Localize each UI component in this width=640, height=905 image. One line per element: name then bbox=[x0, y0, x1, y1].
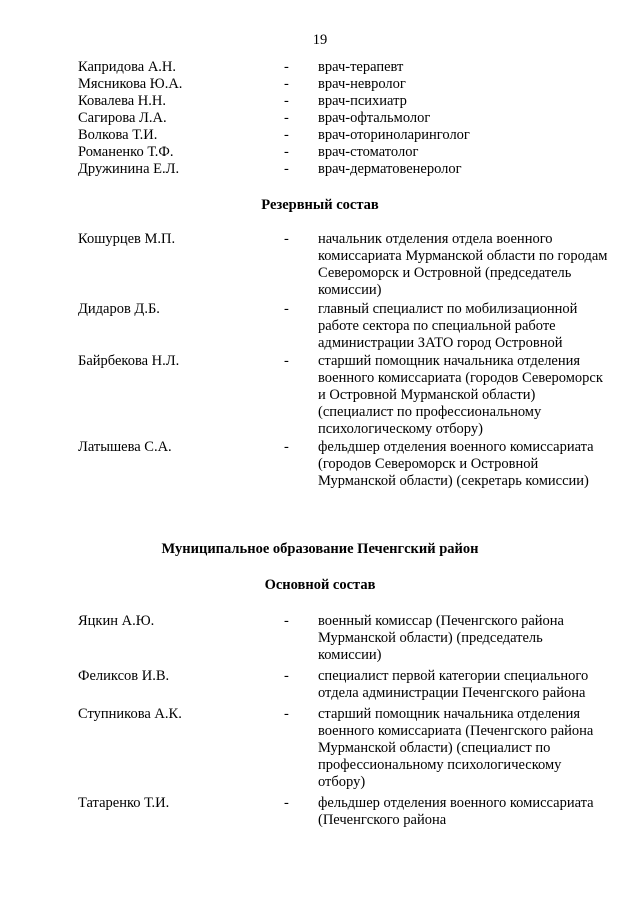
person-role: старший помощник начальника отделения военного комиссариата (Печенгского района Мурманской области) (специалист по профессиональному психологическому отбору) bbox=[318, 706, 594, 790]
person-role: врач-невролог bbox=[318, 76, 406, 92]
person-name: Татаренко Т.И. bbox=[78, 795, 170, 811]
dash-separator: - bbox=[284, 231, 289, 247]
person-name: Латышева С.А. bbox=[78, 439, 172, 455]
main-heading: Основной состав bbox=[264, 577, 376, 593]
dash-separator: - bbox=[284, 76, 289, 92]
person-name: Волкова Т.И. bbox=[78, 127, 158, 143]
person-name: Ступникова А.К. bbox=[78, 706, 182, 722]
person-role: врач-оториноларинголог bbox=[318, 127, 470, 143]
person-name: Дидаров Д.Б. bbox=[78, 301, 160, 317]
list-item bbox=[0, 161, 640, 178]
person-role: врач-офтальмолог bbox=[318, 110, 431, 126]
list-item bbox=[0, 668, 640, 702]
person-name: Ковалева Н.Н. bbox=[78, 93, 166, 109]
list-item bbox=[0, 795, 640, 829]
person-name: Сагирова Л.А. bbox=[78, 110, 167, 126]
dash-separator: - bbox=[284, 353, 289, 369]
person-name: Романенко Т.Ф. bbox=[78, 144, 174, 160]
list-item bbox=[0, 127, 640, 144]
person-role: начальник отделения отдела военного комиссариата Мурманской области по городам Североморск и Островной (председатель комиссии) bbox=[318, 231, 608, 298]
person-role: главный специалист по мобилизационной работе сектора по специальной работе администрации ЗАТО город Островной bbox=[318, 301, 578, 351]
main-list bbox=[0, 613, 640, 829]
doctors-list bbox=[0, 59, 640, 178]
person-name: Кошурцев М.П. bbox=[78, 231, 176, 247]
dash-separator: - bbox=[284, 706, 289, 722]
dash-separator: - bbox=[284, 93, 289, 109]
list-item bbox=[0, 144, 640, 161]
list-item bbox=[0, 301, 640, 352]
person-name: Байрбекова Н.Л. bbox=[78, 353, 180, 369]
list-item bbox=[0, 231, 640, 299]
list-item bbox=[0, 613, 640, 664]
dash-separator: - bbox=[284, 161, 289, 177]
person-role: фельдшер отделения военного комиссариата (городов Североморск и Островной Мурманской области) (секретарь комиссии) bbox=[318, 439, 594, 489]
list-item bbox=[0, 59, 640, 76]
dash-separator: - bbox=[284, 127, 289, 143]
person-role: врач-психиатр bbox=[318, 93, 407, 109]
municipality-heading: Муниципальное образование Печенгский район bbox=[161, 541, 479, 557]
dash-separator: - bbox=[284, 301, 289, 317]
person-name: Дружинина Е.Л. bbox=[78, 161, 180, 177]
list-item bbox=[0, 706, 640, 791]
dash-separator: - bbox=[284, 668, 289, 684]
reserve-list bbox=[0, 231, 640, 490]
dash-separator: - bbox=[284, 59, 289, 75]
person-role: врач-стоматолог bbox=[318, 144, 419, 160]
list-item bbox=[0, 439, 640, 490]
list-item bbox=[0, 353, 640, 438]
dash-separator: - bbox=[284, 439, 289, 455]
person-name: Феликсов И.В. bbox=[78, 668, 170, 684]
person-role: врач-терапевт bbox=[318, 59, 404, 75]
list-item bbox=[0, 93, 640, 110]
list-item bbox=[0, 110, 640, 127]
dash-separator: - bbox=[284, 144, 289, 160]
person-role: фельдшер отделения военного комиссариата (Печенгского района bbox=[318, 795, 594, 828]
person-name: Яцкин А.Ю. bbox=[78, 613, 155, 629]
dash-separator: - bbox=[284, 110, 289, 126]
reserve-heading: Резервный состав bbox=[261, 197, 379, 213]
dash-separator: - bbox=[284, 795, 289, 811]
list-item bbox=[0, 76, 640, 93]
person-role: старший помощник начальника отделения военного комиссариата (городов Североморск и Островной Мурманской области) (специалист по профессиональному психологическому отбору) bbox=[318, 353, 603, 437]
person-role: врач-дерматовенеролог bbox=[318, 161, 462, 177]
person-role: специалист первой категории специального отдела администрации Печенгского района bbox=[318, 668, 589, 701]
page-number: 19 bbox=[312, 32, 328, 48]
person-name: Капридова А.Н. bbox=[78, 59, 177, 75]
dash-separator: - bbox=[284, 613, 289, 629]
person-name: Мясникова Ю.А. bbox=[78, 76, 183, 92]
person-role: военный комиссар (Печенгского района Мурманской области) (председатель комиссии) bbox=[318, 613, 564, 663]
